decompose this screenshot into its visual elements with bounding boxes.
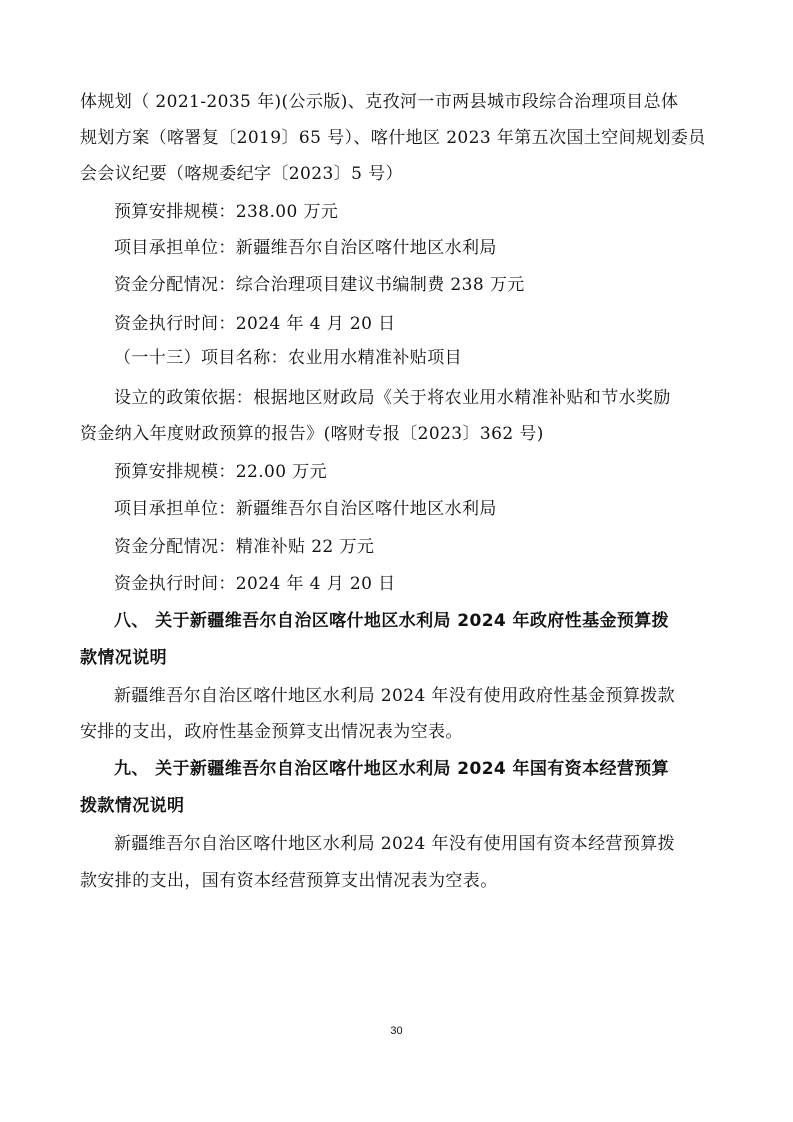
text-line: 新疆维吾尔自治区喀什地区水利局 2024 年没有使用政府性基金预算拨款 <box>114 686 676 706</box>
text-line: 项目承担单位：新疆维吾尔自治区喀什地区水利局 <box>114 499 497 519</box>
text-line: 资金执行时间：2024 年 4 月 20 日 <box>114 314 396 334</box>
text-line: 体规划（ 2021-2035 年)(公示版)、克孜河一市两县城市段综合治理项目总体 <box>80 92 679 112</box>
section-heading-8: 八、 关于新疆维吾尔自治区喀什地区水利局 2024 年政府性基金预算拨 <box>114 611 670 631</box>
section-heading-9-cont: 拨款情况说明 <box>80 796 185 816</box>
text-line: 资金分配情况：精准补贴 22 万元 <box>114 537 375 557</box>
section-heading-9: 九、 关于新疆维吾尔自治区喀什地区水利局 2024 年国有资本经营预算 <box>114 759 670 779</box>
text-line: 资金执行时间：2024 年 4 月 20 日 <box>114 574 396 594</box>
text-line: 安排的支出，政府性基金预算支出情况表为空表。 <box>80 722 463 742</box>
text-line: 设立的政策依据：根据地区财政局《关于将农业用水精准补贴和节水奖励 <box>114 388 671 408</box>
text-line: 会会议纪要（喀规委纪字〔2023〕5 号） <box>80 164 403 184</box>
section-heading-13: （一十三）项目名称：农业用水精准补贴项目 <box>114 348 462 368</box>
section-heading-8-cont: 款情况说明 <box>80 648 167 668</box>
text-line: 预算安排规模：22.00 万元 <box>114 462 328 482</box>
text-line: 新疆维吾尔自治区喀什地区水利局 2024 年没有使用国有资本经营预算拨 <box>114 834 676 854</box>
page-number: 30 <box>390 1025 403 1037</box>
text-line: 资金纳入年度财政预算的报告》(喀财专报〔2023〕362 号) <box>80 424 544 444</box>
text-line: 项目承担单位：新疆维吾尔自治区喀什地区水利局 <box>114 238 497 258</box>
text-line: 预算安排规模：238.00 万元 <box>114 202 339 222</box>
text-line: 资金分配情况：综合治理项目建议书编制费 238 万元 <box>114 275 525 295</box>
text-line: 款安排的支出，国有资本经营预算支出情况表为空表。 <box>80 871 498 891</box>
text-line: 规划方案（喀署复〔2019〕65 号）、喀什地区 2023 年第五次国土空间规划委员 <box>80 128 706 148</box>
